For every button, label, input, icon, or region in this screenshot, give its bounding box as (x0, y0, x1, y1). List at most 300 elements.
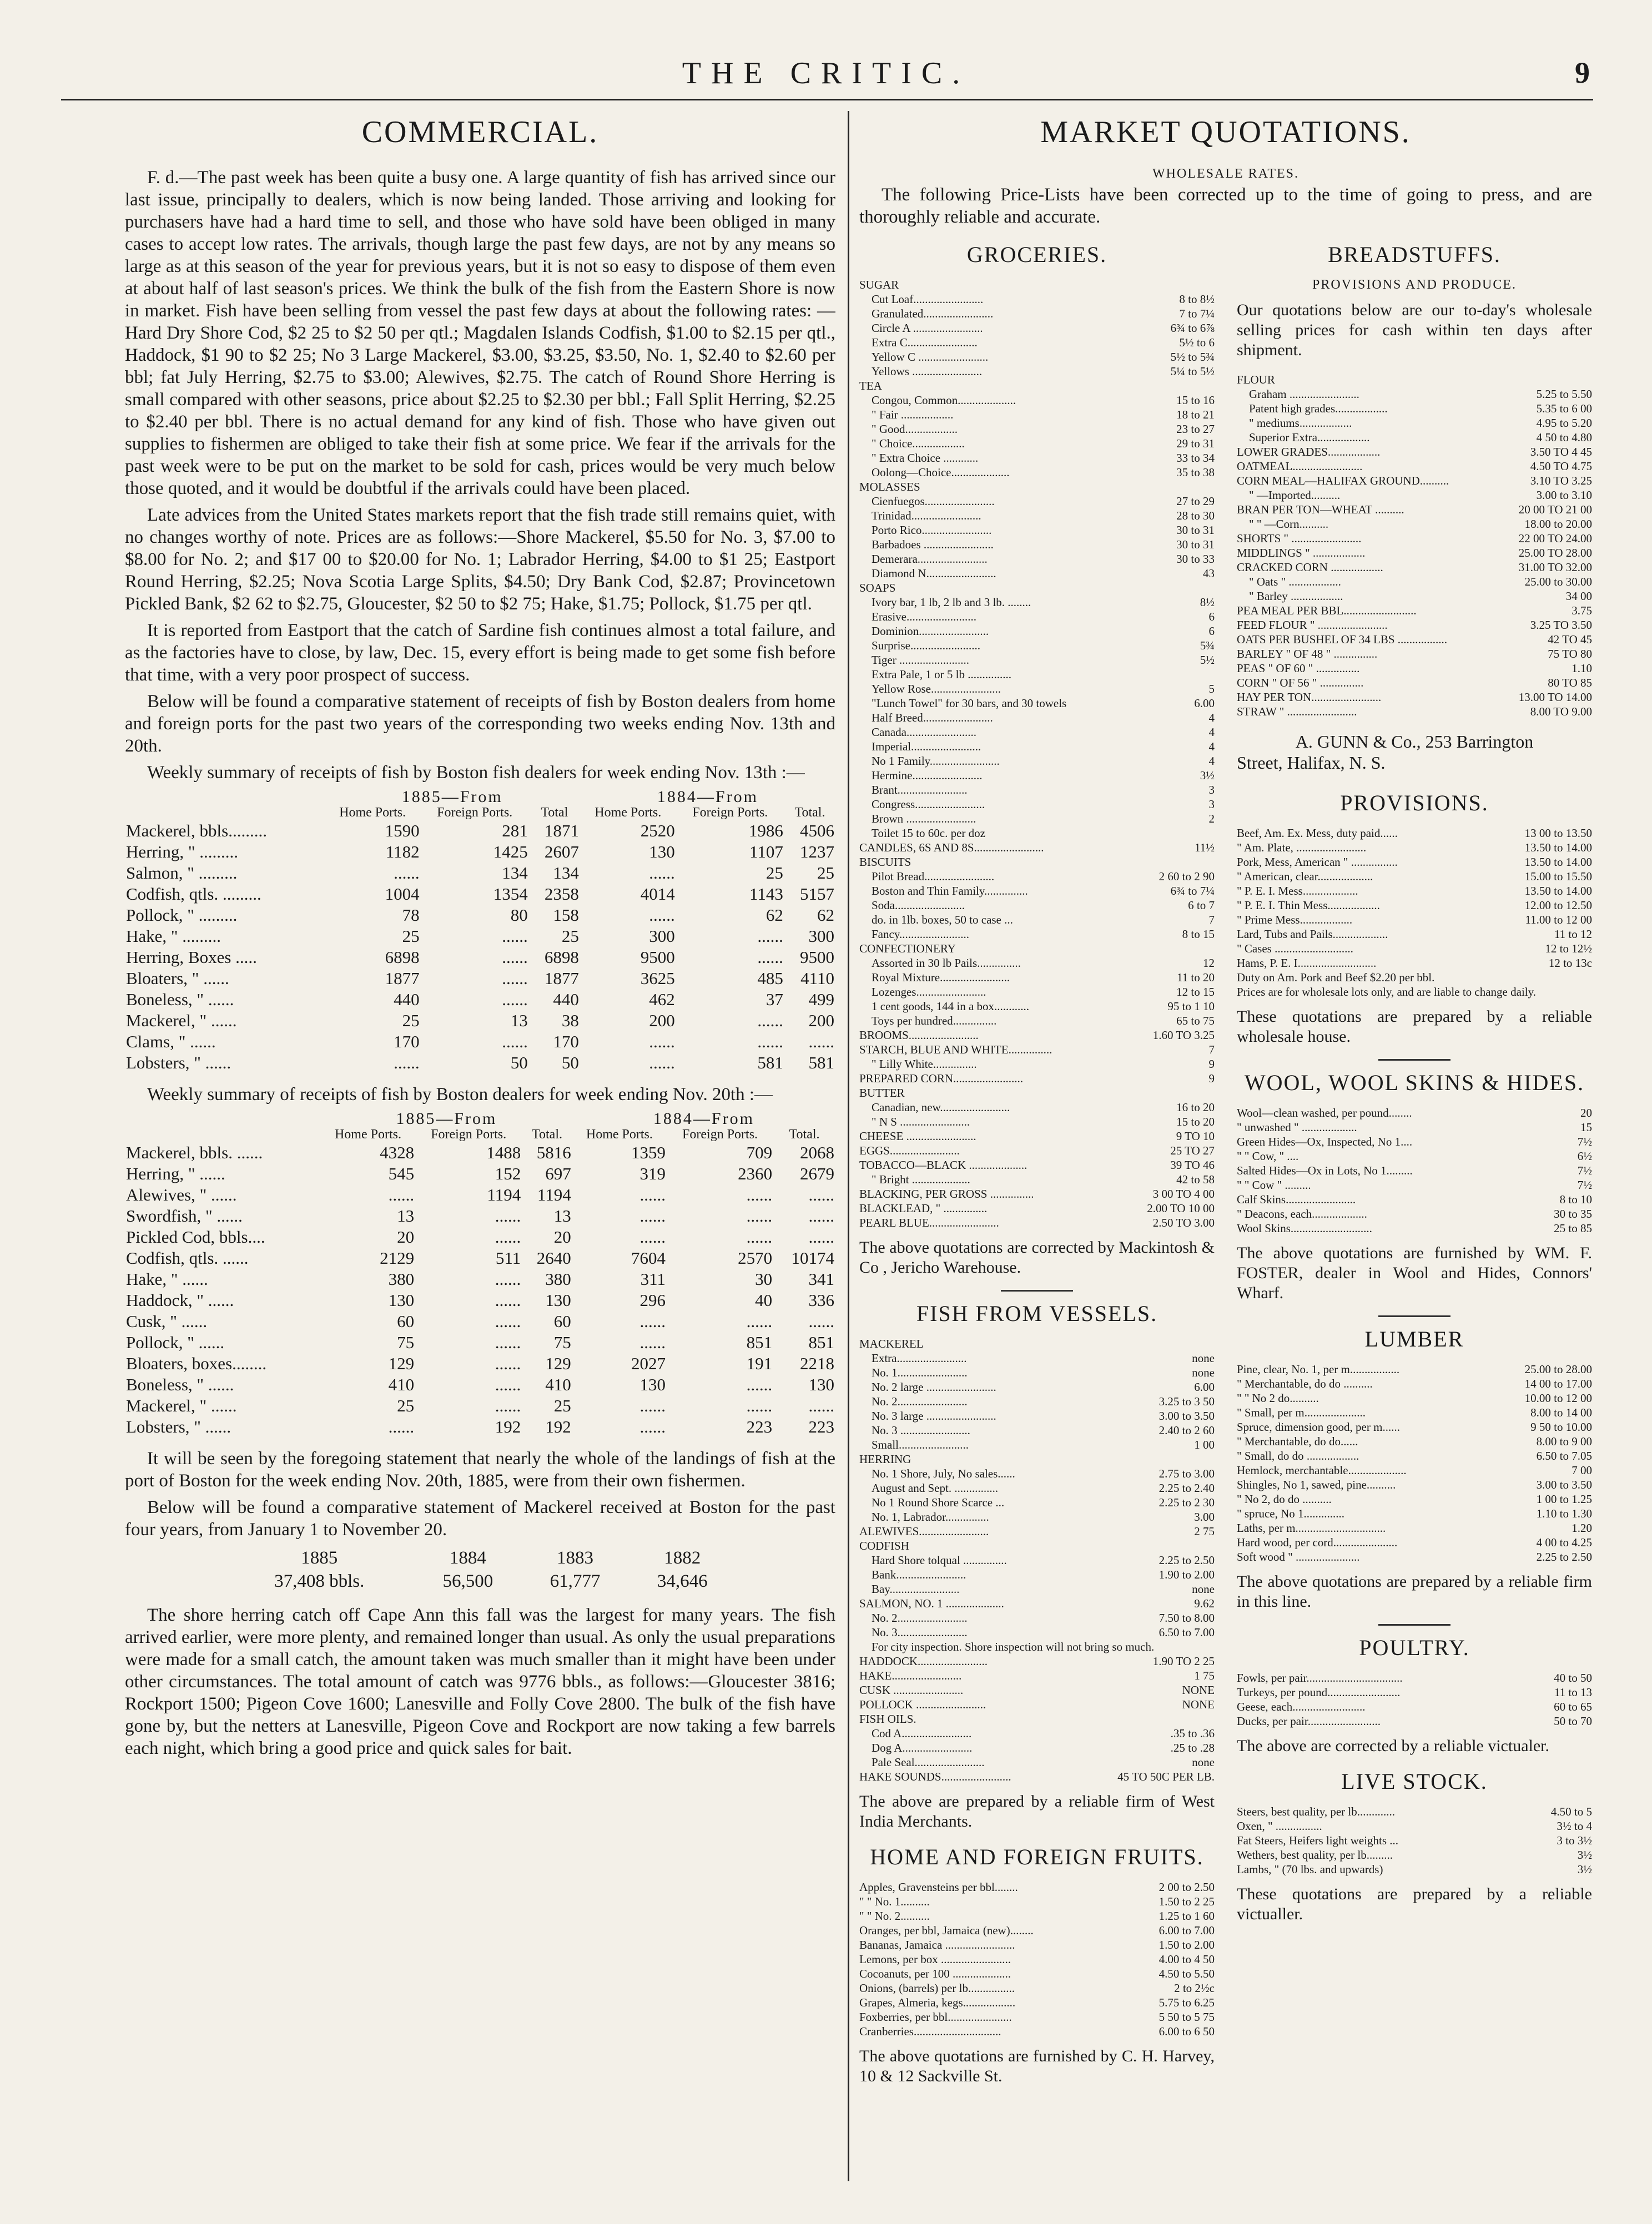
row-label: Pickled Cod, bbls.... (126, 1227, 265, 1247)
price-item: Trinidad........................ (872, 509, 981, 522)
price-item: Wool—clean washed, per pound........ (1237, 1106, 1412, 1119)
cell-value: ...... (746, 1375, 773, 1394)
table-group-header: 1885—From (396, 1110, 497, 1128)
row-label: Lobsters, " ...... (126, 1417, 231, 1436)
price-row (859, 1201, 1215, 1216)
price-item: No. 3........................ (872, 1626, 968, 1639)
cell-value: 2679 (800, 1164, 834, 1183)
row-label: Salmon, " ......... (126, 863, 238, 882)
price-value (1209, 667, 1215, 682)
price-value: 7½ (1577, 1178, 1592, 1192)
price-item: Fancy........................ (872, 927, 969, 941)
table-row (125, 884, 835, 905)
cell-value: 9500 (640, 947, 675, 967)
table-column-header: Foreign Ports. (682, 1127, 758, 1142)
cell-value: 9500 (800, 947, 834, 967)
page-number: 9 (1575, 56, 1590, 89)
price-item: ALEWIVES........................ (859, 1525, 989, 1538)
price-row (859, 1510, 1215, 1524)
price-row (859, 537, 1215, 552)
cell-value: 1877 (544, 969, 579, 988)
price-item: MIDDLINGS " .................. (1237, 546, 1366, 559)
price-value: 16 to 20 (1176, 1101, 1215, 1114)
price-item: Turkeys, per pound......................... (1237, 1686, 1401, 1699)
price-row (1237, 1120, 1592, 1134)
market-column (859, 111, 1592, 2099)
price-value: 13 00 to 13.50 (1524, 826, 1592, 840)
price-item: Hemlock, merchantable.................... (1237, 1464, 1407, 1477)
cell-value: 2218 (800, 1354, 834, 1373)
price-value: 6.50 to 7.00 (1159, 1626, 1215, 1639)
cell-value: 336 (808, 1290, 834, 1310)
cell-value: 1354 (493, 884, 528, 904)
row-label: Mackerel, " ...... (126, 1396, 237, 1415)
table-column-header: Home Ports. (586, 1127, 653, 1142)
price-item: Pine, clear, No. 1, per m................. (1237, 1363, 1400, 1376)
price-item: CODFISH (859, 1539, 909, 1552)
price-item: LOWER GRADES.................. (1237, 445, 1381, 458)
price-value: 3.00 to 3.50 (1536, 1478, 1592, 1491)
price-value: 1.90 to 2.00 (1159, 1568, 1215, 1581)
price-row (1237, 869, 1592, 884)
price-item: For city inspection. Shore inspection will not bring so much. (872, 1640, 1155, 1653)
price-row (1237, 1221, 1592, 1235)
price-item: SHORTS " ........................ (1237, 532, 1362, 545)
cell-value: 130 (545, 1290, 571, 1310)
price-item: " Deacons, each................... (1237, 1207, 1367, 1221)
price-row (859, 2024, 1215, 2039)
breadstuffs-heading: BREADSTUFFS. (1328, 242, 1501, 267)
cell-value: 62 (817, 905, 834, 925)
price-value: 8 to 8½ (1179, 293, 1215, 306)
cell-value: 223 (808, 1417, 834, 1436)
cell-value: ...... (639, 1185, 666, 1204)
price-item: STARCH, BLUE AND WHITE............... (859, 1043, 1052, 1056)
price-row (1237, 473, 1592, 488)
cell-value: 3625 (640, 969, 675, 988)
provisions-heading: PROVISIONS. (1340, 790, 1489, 815)
price-item: Patent high grades.................. (1249, 402, 1388, 415)
row-label: Pollock, " ...... (126, 1333, 225, 1352)
price-row (859, 1013, 1215, 1028)
price-item: " Extra Choice ............ (872, 451, 979, 465)
price-row (859, 1981, 1215, 1995)
price-row (859, 1683, 1215, 1697)
section-divider (1001, 1290, 1073, 1292)
table-column-header: Total (541, 805, 568, 820)
price-value: 4 (1208, 754, 1215, 768)
price-row (1237, 603, 1592, 618)
price-value: .25 to .28 (1170, 1741, 1215, 1754)
cell-value: 4328 (380, 1143, 415, 1162)
row-label: Mackerel, " ...... (126, 1011, 237, 1030)
price-row (859, 855, 1215, 869)
price-row (1237, 459, 1592, 473)
price-item: " Lilly White............... (872, 1057, 977, 1071)
price-value: 2.50 TO 3.00 (1152, 1216, 1215, 1229)
table-column-header: Home Ports. (595, 805, 662, 820)
price-row (1237, 898, 1592, 912)
cell-value: 2520 (640, 821, 675, 840)
price-row (1237, 1163, 1592, 1178)
table-row (125, 1052, 835, 1073)
price-value: 65 to 75 (1176, 1014, 1215, 1027)
cell-value: ...... (746, 1312, 773, 1331)
year-value: 37,408 bbls. (274, 1571, 365, 1591)
price-value: 25.00 TO 28.00 (1518, 546, 1592, 559)
price-row (1237, 855, 1592, 869)
cell-value: 1871 (544, 821, 579, 840)
price-item: Tiger ........................ (872, 653, 969, 667)
cell-value: 191 (746, 1354, 773, 1373)
cell-value: 20 (553, 1227, 571, 1247)
cell-value: 380 (545, 1269, 571, 1289)
poultry-list (1237, 1671, 1592, 1728)
price-value: 9 (1208, 1072, 1215, 1085)
price-row (859, 1409, 1215, 1423)
price-row (1237, 1405, 1592, 1420)
price-item: Surprise........................ (872, 639, 980, 652)
price-row (859, 1539, 1215, 1553)
price-item: Fat Steers, Heifers light weights ... (1237, 1834, 1399, 1847)
price-row (1237, 560, 1592, 574)
price-row (859, 1129, 1215, 1143)
price-item: " spruce, No 1.............. (1237, 1507, 1345, 1520)
price-item: SOAPS (859, 581, 896, 594)
firm-line: A. GUNN & Co., 253 Barrington (1295, 732, 1534, 752)
fruits-heading: HOME AND FOREIGN FRUITS. (870, 1844, 1204, 1869)
price-item: " Prime Mess.................. (1237, 913, 1353, 926)
breadstuffs-list (1237, 372, 1592, 719)
cell-value: 1488 (486, 1143, 521, 1162)
price-item: Cod A........................ (872, 1727, 972, 1740)
price-row (859, 350, 1215, 364)
price-value: 12 to 15 (1176, 985, 1215, 998)
cell-value: 158 (553, 905, 579, 925)
price-row (1237, 574, 1592, 589)
table-column-header: Total. (794, 805, 825, 820)
price-item: Extra Pale, 1 or 5 lb ............... (872, 668, 1011, 681)
price-row (1237, 1535, 1592, 1550)
price-row (1237, 387, 1592, 401)
cell-value: 440 (394, 990, 420, 1009)
commercial-column (125, 111, 835, 1764)
column-divider (848, 111, 849, 2181)
table-column-header: Foreign Ports. (692, 805, 768, 820)
price-item: OATS PER BUSHEL OF 34 LBS ................. (1237, 633, 1448, 646)
price-item: " Good.................. (872, 422, 958, 436)
price-row (859, 739, 1215, 754)
price-row (859, 1216, 1215, 1230)
table-row (125, 1332, 835, 1353)
price-item: Foxberries, per bbl...................... (859, 2010, 1012, 2024)
price-value: 11 to 20 (1176, 971, 1215, 984)
price-item: "Lunch Towel" for 30 bars, and 30 towels (872, 697, 1067, 710)
price-row (1237, 1106, 1592, 1120)
price-row (859, 696, 1215, 710)
price-item: MOLASSES (859, 480, 920, 493)
price-value: 5¼ to 5½ (1170, 365, 1215, 378)
price-item: " " No 2 do.......... (1237, 1391, 1319, 1405)
price-item: " —Imported.......... (1249, 488, 1341, 502)
price-row (1237, 401, 1592, 416)
cell-value: ...... (649, 1053, 675, 1072)
price-value: 6¾ to 7¼ (1170, 884, 1215, 897)
cell-value: 2358 (544, 884, 579, 904)
price-item: HADDOCK........................ (859, 1655, 988, 1668)
price-item: Wethers, best quality, per lb......... (1237, 1848, 1393, 1862)
price-value: 5 50 to 5 75 (1159, 2010, 1215, 2024)
price-row (859, 884, 1215, 898)
price-item: Duty on Am. Pork and Beef $2.20 per bbl. (1237, 971, 1435, 984)
price-value: 7½ (1577, 1135, 1592, 1148)
price-value: 6 (1208, 610, 1215, 623)
price-row (1237, 1819, 1592, 1833)
price-row (859, 1726, 1215, 1741)
table-row (125, 926, 835, 947)
price-value: 5.35 to 6 00 (1536, 402, 1592, 415)
cell-value: ...... (502, 990, 528, 1009)
price-item: Bank........................ (872, 1568, 966, 1581)
fish-list (859, 1337, 1215, 1784)
price-value: 8.00 to 9 00 (1536, 1435, 1592, 1448)
cell-value: ...... (808, 1227, 834, 1247)
groceries-note: The above quotations are corrected by Mackintosh & Co , Jericho Warehouse. (859, 1238, 1215, 1277)
price-row (859, 1640, 1215, 1654)
price-item: Canadian, new........................ (872, 1101, 1010, 1114)
price-value: 3.50 TO 4 45 (1530, 445, 1592, 458)
price-value: 1 00 to 1.25 (1536, 1492, 1592, 1506)
price-value: 11 to 13 (1554, 1686, 1592, 1699)
price-value: 33 to 34 (1176, 451, 1215, 465)
price-item: Dog A........................ (872, 1741, 973, 1754)
price-row (1237, 430, 1592, 445)
cell-value: 130 (388, 1290, 415, 1310)
price-item: " Oats " .................. (1249, 575, 1341, 588)
price-row (1237, 941, 1592, 956)
fish-heading: FISH FROM VESSELS. (916, 1301, 1158, 1326)
price-value: 1.90 TO 2 25 (1152, 1655, 1215, 1668)
cell-value: ...... (757, 1011, 783, 1030)
price-row (859, 1187, 1215, 1201)
price-item: Brant........................ (872, 783, 968, 796)
price-row (859, 1028, 1215, 1042)
price-value: 4.50 TO 4.75 (1530, 460, 1592, 473)
price-item: Small........................ (872, 1438, 969, 1451)
price-row (1237, 1848, 1592, 1862)
price-value: 3 to 3½ (1557, 1834, 1592, 1847)
price-row (1237, 372, 1592, 387)
price-row (859, 609, 1215, 624)
price-row (1237, 1804, 1592, 1819)
price-value: 8 to 15 (1182, 927, 1215, 941)
price-value: 9 50 to 10.00 (1530, 1420, 1592, 1434)
price-row (1237, 1714, 1592, 1728)
table-row (125, 989, 835, 1010)
price-value: 2 60 to 2 90 (1159, 870, 1215, 883)
price-row (1237, 1449, 1592, 1463)
price-row (859, 1894, 1215, 1909)
cell-value: 545 (388, 1164, 415, 1183)
price-value: 3 (1208, 798, 1215, 811)
price-value: 2.25 to 2.40 (1159, 1481, 1215, 1495)
table-row (125, 1227, 835, 1248)
price-item: " Merchantable, do do .......... (1237, 1377, 1373, 1390)
cell-value: 25 (765, 863, 783, 882)
cell-value: 200 (808, 1011, 834, 1030)
price-value: 6½ (1577, 1149, 1592, 1163)
price-item: Wool Skins............................ (1237, 1222, 1372, 1235)
price-item: CRACKED CORN .................. (1237, 561, 1383, 574)
price-value: 20 00 TO 21 00 (1518, 503, 1592, 516)
price-value: 27 to 29 (1176, 495, 1215, 508)
price-item: Pork, Mess, American " ................ (1237, 855, 1398, 869)
price-value: 12.00 to 12.50 (1524, 899, 1592, 912)
price-value: none (1192, 1366, 1215, 1379)
price-item: No 1 Family........................ (872, 754, 1000, 768)
price-item: Hard wood, per cord...................... (1237, 1536, 1398, 1549)
price-value: 3.00 to 3.50 (1159, 1409, 1215, 1423)
cell-value: 499 (808, 990, 834, 1009)
year-label: 1884 (449, 1548, 486, 1568)
price-value (1209, 480, 1215, 494)
wool-heading: WOOL, WOOL SKINS & HIDES. (1244, 1070, 1585, 1095)
cell-value: 1425 (493, 842, 528, 861)
price-value: 2.75 to 3.00 (1159, 1467, 1215, 1480)
price-value: 10.00 to 12 00 (1524, 1391, 1592, 1405)
breadstuffs-subheading: PROVISIONS AND PRODUCE. (1312, 278, 1517, 292)
price-row (859, 306, 1215, 321)
cell-value: ...... (649, 905, 675, 925)
cell-value: 130 (639, 1375, 666, 1394)
price-item: " Small, per m..................... (1237, 1406, 1366, 1419)
price-row (859, 1755, 1215, 1769)
cell-value: ...... (639, 1396, 666, 1415)
cell-value: ...... (495, 1375, 521, 1394)
price-item: Shingles, No 1, sawed, pine.......... (1237, 1478, 1396, 1491)
price-value (1209, 941, 1215, 956)
commercial-paragraph: Weekly summary of receipts of fish by Boston dealers for week ending Nov. 20th :— (147, 1085, 773, 1105)
cell-value: ...... (495, 1206, 521, 1226)
cell-value: ...... (502, 1032, 528, 1051)
price-row (859, 768, 1215, 783)
row-label: Bloaters, boxes........ (126, 1354, 267, 1373)
cell-value: 2360 (738, 1164, 773, 1183)
cell-value: 13 (510, 1011, 528, 1030)
price-value: 15 to 20 (1176, 1115, 1215, 1128)
cell-value: ...... (495, 1354, 521, 1373)
price-item: BROOMS........................ (859, 1028, 979, 1042)
cell-value: ...... (639, 1206, 666, 1226)
price-row (1237, 1376, 1592, 1391)
cell-value: ...... (746, 1185, 773, 1204)
cell-value: 1359 (631, 1143, 666, 1162)
price-row (859, 811, 1215, 826)
table-row (125, 1395, 835, 1416)
price-value: 25 TO 27 (1170, 1144, 1215, 1157)
cell-value: 319 (639, 1164, 666, 1183)
price-row (859, 407, 1215, 422)
price-row (859, 638, 1215, 653)
price-value: 15 to 16 (1176, 394, 1215, 407)
price-row (1237, 1362, 1592, 1376)
cell-value: 170 (553, 1032, 579, 1051)
price-row (859, 523, 1215, 537)
price-row (1237, 956, 1592, 970)
price-row (859, 840, 1215, 855)
fruits-note: The above quotations are furnished by C. H. Harvey, 10 & 12 Sackville St. (859, 2047, 1215, 2085)
price-value: 6.00 (1194, 697, 1215, 710)
cell-value: 50 (510, 1053, 528, 1072)
price-item: Hard Shore tolqual ............... (872, 1554, 1007, 1567)
row-label: Swordfish, " ...... (126, 1206, 243, 1226)
price-item: Erasive........................ (872, 610, 976, 623)
price-row (859, 278, 1215, 292)
price-value: 5½ (1200, 653, 1215, 667)
price-row (859, 1365, 1215, 1380)
fish-note: The above are prepared by a reliable firm of West India Merchants. (859, 1792, 1215, 1830)
price-value: 8½ (1200, 596, 1215, 609)
price-item: TEA (859, 379, 882, 392)
price-item: Congou, Common.................... (872, 394, 1016, 407)
price-value: 2 (1208, 812, 1215, 825)
cell-value: ...... (808, 1396, 834, 1415)
cell-value: 851 (808, 1333, 834, 1352)
price-item: " " Cow, " .... (1237, 1149, 1299, 1163)
cell-value: 5816 (536, 1143, 571, 1162)
price-row (1237, 517, 1592, 531)
cell-value: 6898 (544, 947, 579, 967)
commercial-paragraph: F. d.—The past week has been quite a busy one. A large quantity of fish has arrived since our last issue, principally to dealers, which is now being landed. Those arriving and looking for purchasers have had a hard time to sell, and those who have sold have been obliged in many cases to accept low rates. The arrivals, though large the past few days, are not by any means so large as at this season of the year for previous years, but it is not so easy to dispose of them even at about half of last season's prices. We think the bulk of the fish from the Eastern Shore is now in market. Fish have been selling from vessel the past few days at about the following rates: —Hard Dry Shore Cod, $2 25 to $2 50 per qtl.; Magdalen Islands Codfish, $1.00 to $2.15 per qtl., Haddock, $1 90 to $2 25; No 3 Large Mackerel, $3.00, $3.25, $3.50, No. 1, $2.40 to $2.60 per bbl; fat July Herring, $2.75 to $3.00; Alewives, $2.75. The catch of Round Shore Herring is small compared with other seasons, price about $2.25 to $2.30 per bbl.; Fall Split Herring, $2.25 to $2.40 per bbl. There is no actual demand for any kind of fish. Those who have given out supplies to fishermen are obliged to take their fish at some price. We fear if the arrivals for the past week were to be put on the market to be sold for cash, prices would be very much below those quoted, and it would be doubtful if the arrivals could have been placed. (125, 168, 835, 498)
cell-value: 300 (649, 926, 675, 946)
price-value: 43 (1203, 567, 1215, 580)
price-row (1237, 1391, 1592, 1405)
price-item: " unwashed " ................... (1237, 1121, 1357, 1134)
price-item: CONFECTIONERY (859, 942, 956, 955)
price-row (1237, 1463, 1592, 1477)
price-value: 3.00 to 3.10 (1536, 488, 1592, 502)
price-row (859, 465, 1215, 480)
price-item: HAKE SOUNDS........................ (859, 1770, 1011, 1783)
price-value: 4 50 to 4.80 (1536, 431, 1592, 444)
price-item: BRAN PER TON—WHEAT .......... (1237, 503, 1404, 516)
price-item: Yellow C ........................ (872, 350, 989, 364)
price-value: 45 TO 50C PER LB. (1117, 1770, 1215, 1783)
year-value: 34,646 (657, 1571, 708, 1591)
price-row (859, 364, 1215, 379)
cell-value: 60 (397, 1312, 415, 1331)
price-value: 4.50 to 5.50 (1159, 1967, 1215, 1980)
cell-value: 25 (402, 1011, 420, 1030)
cell-value: 2068 (800, 1143, 834, 1162)
price-value: 30 to 35 (1554, 1207, 1592, 1221)
price-row (859, 436, 1215, 451)
price-value: 6 to 7 (1188, 899, 1215, 912)
cell-value: 581 (757, 1053, 783, 1072)
price-value: 4.95 to 5.20 (1536, 416, 1592, 430)
price-value: 29 to 31 (1176, 437, 1215, 450)
price-value (1209, 1452, 1215, 1466)
price-row (859, 1351, 1215, 1365)
price-value: 7 to 7¼ (1179, 307, 1215, 320)
commercial-paragraph: It is reported from Eastport that the catch of Sardine fish continues almost a total failure, and as the factories have to close, by law, Dec. 15, every effort is being made to get some fish before that time, with a very poor prospect of success. (125, 621, 835, 685)
table-row (125, 1311, 835, 1332)
price-item: PEARL BLUE........................ (859, 1216, 999, 1229)
price-value (1209, 855, 1215, 869)
price-value: 1.50 to 2.00 (1159, 1938, 1215, 1951)
cell-value: 341 (808, 1269, 834, 1289)
cell-value: 2129 (380, 1248, 415, 1268)
